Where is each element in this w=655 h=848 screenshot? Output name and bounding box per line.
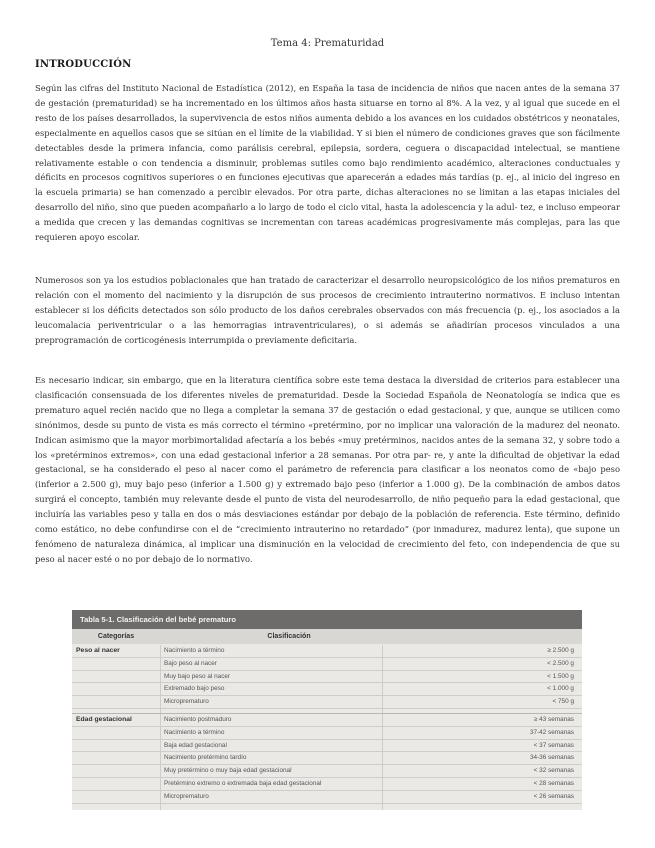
paragraph-2: Numerosos son ya los estudios poblacionales que han tratado de caracterizar el desarrollo neuropsicológico de los niños prematuros en relación con el momento del nacimiento y la disrupción de sus procesos de crecimiento intrauterino normativos. E incluso intentan establecer si los déficits detectados son sólo producto de los daños cerebrales observados con más frecuencia (p. ej., los asociados a la leucomalacia periventricular o a las hemorragias intraventriculares), o si además se añadirían procesos vinculados a una preprogramación de corticogénesis interrumpida o previamente deficitaria. [35, 275, 620, 345]
table-cell-classification: Pretérmino extremo o extremada baja edad gestacional [164, 779, 322, 787]
table-cell-value: ≥ 43 semanas [533, 715, 574, 723]
table-row [72, 683, 582, 696]
table-row [72, 778, 582, 791]
table-cell-value: < 750 g [552, 698, 574, 706]
table-cell-value: 37-42 semanas [529, 728, 574, 736]
paragraph-1: Según las cifras del Instituto Nacional de Estadística (2012), en España la tasa de incidencia de niños que nacen antes de la semana 37 de gestación (prematuridad) se ha incrementado en los últimos años hasta situarse en torno al 8%. A la vez, y al igual que sucede en el resto de los países desarrollados, la supervivencia de estos niños aumenta debido a los avances en los cuidados obstétricos y neonatales, especialmente en aquellos casos que se sitúan en el límite de la viabilidad. Y si bien el número de condiciones graves que son fácilmente detectables desde la primera infancia, como parálisis cerebral, epilepsia, sordera, ceguera o discapacidad intelectual, se mantiene relativamente estable o con tendencia a disminuir, problemas sutiles como bajo rendimiento académico, alteraciones conductuales y déficits en procesos cognitivos superiores o en funciones ejecutivas que aparecerán a edades más tardías (p. ej., al inicio del ingreso en la escuela primaria) se han comenzado a percibir elevados. Por otra parte, dichas alteraciones no se limitan a las etapas iniciales del desarrollo del niño, sino que pueden acompañarlo a lo largo de todo el ciclo vital, hasta la adolescencia y la adul- tez, e incluso empeorar a medida que crecen y las demandas cognitivas se incrementan con tareas académicas progresivamente más complejas, para las que requieren apoyo escolar. [35, 83, 620, 243]
table-cell-value: < 28 semanas [533, 779, 574, 787]
table-cell-value: 34-36 semanas [529, 754, 574, 762]
table-row [72, 752, 582, 765]
table-cell-classification: Nacimiento pretérmino tardío [164, 754, 247, 762]
table-cell-value: < 37 semanas [533, 741, 574, 749]
table-header-row [72, 629, 582, 644]
table-cell-category: Edad gestacional [76, 715, 132, 723]
table-cell-classification: Nacimiento a término [164, 728, 225, 736]
table-row [72, 696, 582, 709]
table-cell-value: < 2.500 g [547, 659, 574, 667]
table-body [72, 645, 582, 804]
table-cell-classification: Baja edad gestacional [164, 741, 227, 749]
table-row [72, 727, 582, 740]
table-cell-value: < 32 semanas [533, 767, 574, 775]
table-row [72, 645, 582, 658]
table-row [72, 765, 582, 778]
table-row [72, 714, 582, 727]
section-heading: INTRODUCCIÓN [35, 59, 132, 70]
table-cell-classification: Nacimiento a término [164, 647, 225, 654]
table-cell-value: < 26 semanas [533, 792, 574, 800]
table-row [72, 658, 582, 671]
table-header-classification: Clasificación [267, 633, 311, 640]
table-row [72, 740, 582, 753]
table-row [72, 791, 582, 804]
table-cell-value: < 1.500 g [547, 672, 574, 680]
table-row [72, 671, 582, 684]
table-cell-classification: Nacimiento postmaduro [164, 715, 232, 723]
table-cell-value: < 1.000 g [547, 685, 574, 693]
table-cell-classification: Muy bajo peso al nacer [164, 672, 231, 680]
table-header-category: Categorías [97, 633, 135, 640]
table-title: Tabla 5-1. Clasificación del bebé prematuro [72, 610, 582, 629]
table-cell-classification: Muy pretérmino o muy baja edad gestacional [164, 767, 292, 775]
table-cell-classification: Extremado bajo peso [164, 685, 225, 693]
classification-table-figure [72, 610, 582, 810]
page-header: Tema 4: Prematuridad [270, 38, 385, 49]
table-cell-value: ≥ 2.500 g [547, 647, 574, 654]
table-cell-classification: Bajo peso al nacer [164, 659, 217, 667]
table-cell-category: Peso al nacer [76, 647, 120, 654]
table-cell-classification: Microprematuro [164, 792, 209, 800]
table-cell-classification: Microprematuro [164, 698, 209, 706]
paragraph-3: Es necesario indicar, sin embargo, que en la literatura científica sobre este tema destaca la diversidad de criterios para establecer una clasificación consensuada de los diferentes niveles de prematuridad. Desde la Sociedad Española de Neonatología se indica que es prematuro aquel recién nacido que no llega a completar la semana 37 de gestación o edad gestacional, y que, aunque se utilicen como sinónimos, desde su punto de vista es más correcto el término «pretérmino, por no implicar una valoración de la madurez del neonato. Indican asimismo que la mayor morbimortalidad afectaría a los bebés «muy pretérminos, nacidos antes de la semana 32, y sobre todo a los «pretérminos extremos», con una edad gestacional inferior a 28 semanas. Por otra par- re, y ante la dificultad de objetivar la edad gestacional, se ha considerado el peso al nacer como el parámetro de referencia para clasificar a los neonatos como de «bajo peso (inferior a 2.500 g), muy bajo peso (inferior a 1.500 g) y extremado bajo peso (inferior a 1.000 g). De la combinación de ambos datos surgirá el concepto, también muy relevante desde el punto de vista del neurodesarrollo, de niño pequeño para la edad gestacional, que incluiría las variables peso y talla en dos o más desviaciones estándar por debajo de la población de referencia. Este término, definido como estático, no debe confundirse con el de “crecimiento intrauterino no retardado” (por inmadurez, madurez lenta), que supone un fenómeno de naturaleza dinámica, al implicar una disminución en la velocidad de crecimiento del feto, con independencia de que su peso al nacer esté o no por debajo de lo normativo. [35, 375, 620, 564]
